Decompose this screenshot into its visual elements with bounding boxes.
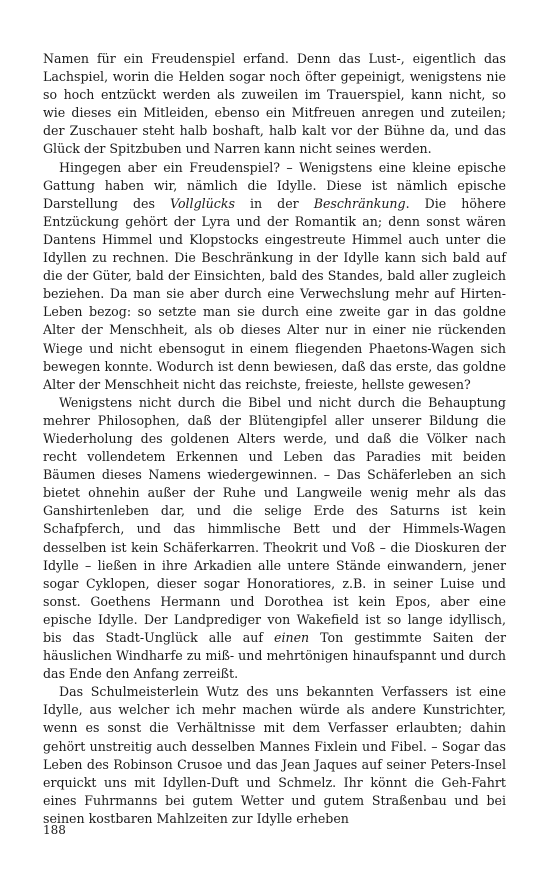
text-segment: Das Schulmeisterlein Wutz des uns bekannten Verfassers ist eine Idylle, aus welcher ich mehr machen würde als andere Kunstrichter, wenn es sonst die Verhältnisse mit dem Verfasser erlaubten; dahin gehört unstreitig auch desselben Mannes Fixlein und Fibel. – Sogar das Leben des Robinson Crusoe und das Jean Jaques auf seiner Peters-Insel erquickt uns mit Idyllen-Duft und Schmelz. Ihr könnt die Geh-Fahrt eines Fuhrmanns bei gutem Wetter und gutem Straßenbau und bei seinen kostbaren Mahlzeiten zur Idylle erheben [43, 684, 506, 826]
text-segment: Hingegen aber ein Freudenspiel? – Wenigstens eine kleine epische Gattung haben wir, nämlich die Idylle. Diese ist nämlich epische Darstellung des [43, 159, 506, 211]
text-segment: Ton gestimmte Saiten der häuslichen Windharfe zu miß- und mehrtönigen hinaufspannt und durch das Ende den Anfang zerreißt. [43, 630, 506, 682]
emphasis-vollgluecks: Vollglücks [170, 195, 235, 211]
page-body [43, 50, 506, 828]
text-segment: Namen für ein Freudenspiel erfand. Denn das Lust-, eigentlich das Lachspiel, worin die Helden sogar noch öfter gepeinigt, wenigstens nie so hoch entzückt werden als zuweilen im Trauerspiel, kann nicht, so wie dieses ein Mitleiden, ebenso ein Mitfreuen anregen und zuteilen; der Zuschauer steht halb boshaft, halb kalt vor der Bühne da, und das Glück der Spitzbuben und Narren kann nicht seines werden. [43, 51, 506, 157]
page-number: 188 [43, 823, 66, 837]
emphasis-beschraenkung: Beschränkung [313, 195, 406, 211]
paragraph-2 [43, 159, 506, 394]
paragraph-1 [43, 50, 506, 159]
text-segment: in der [234, 195, 314, 211]
paragraph-3 [43, 394, 506, 684]
paragraph-4 [43, 683, 506, 828]
text-segment: Wenigstens nicht durch die Bibel und nicht durch die Behauptung mehrer Philosophen, daß der Blütengipfel aller unserer Bildung die Wiederholung des goldenen Alters werde, und daß die Völker nach recht vollendetem Erkennen und Leben das Paradies mit beiden Bäumen dieses Namens wiedergewinnen. – Das Schäferleben an sich bietet ohnehin außer der Ruhe und Langweile wenig mehr als das Ganshirtenleben dar, und die selige Erde des Saturns ist kein Schafpferch, und das himmlische Bett und der Himmels-Wagen desselben ist kein Schäferkarren. Theokrit und Voß – die Dioskuren der Idylle – ließen in ihre Arkadien alle untere Stände einwandern, jener sogar Cyklopen, dieser sogar Honoratiores, z.B. in seiner Luise und sonst. Goethens Hermann und Dorothea ist kein Epos, aber eine epische Idylle. Der Landprediger von Wakefield ist so lange idyllisch, bis das Stadt-Unglück alle auf [43, 394, 506, 645]
emphasis-einen: einen [274, 630, 310, 645]
text-segment: . Die höhere Entzückung gehört der Lyra und der Romantik an; denn sonst wären Dantens Himmel und Klopstocks eingestreute Himmel auch unter die Idyllen zu rechnen. Die Beschränkung in der Idylle kann sich bald auf die der Güter, bald der Einsichten, bald des Standes, bald aller zugleich beziehen. Da man sie aber durch eine Verwechslung mehr auf Hirten-Leben bezog: so setzte man sie durch eine zweite gar in das goldne Alter der Menschheit, als ob dieses Alter nur in einer nie rückenden Wiege und nicht ebensogut in einem fliegenden Phaetons-Wagen sich bewegen konnte. Wodurch ist denn bewiesen, daß das erste, das goldne Alter der Menschheit nicht das reichste, freieste, hellste gewesen? [43, 195, 506, 392]
